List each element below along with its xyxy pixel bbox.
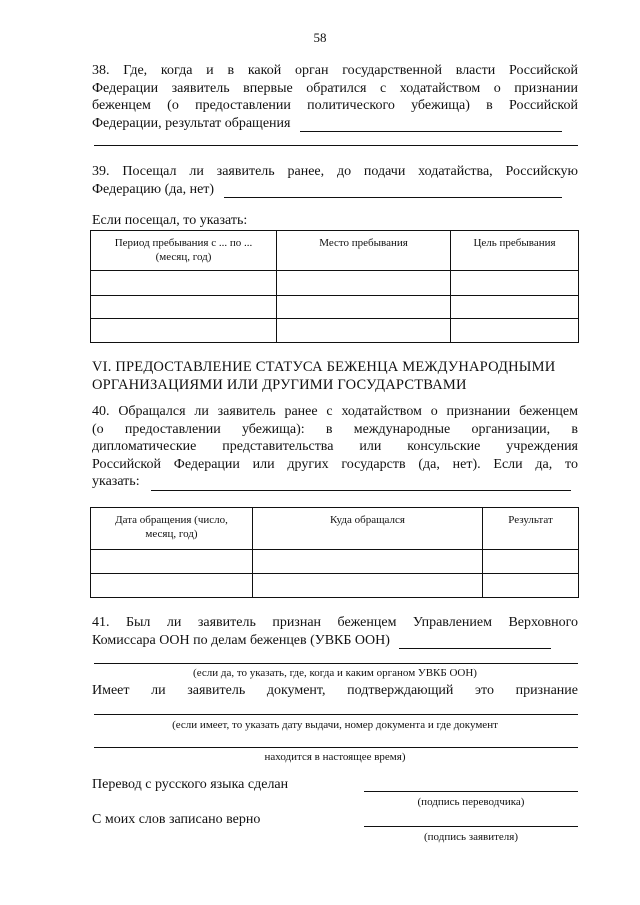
q38-line: 38. Где, когда и в какой орган государственной власти Российской [92, 63, 578, 78]
q38-last-text: Федерации, результат обращения [92, 115, 291, 131]
q41-line: 41. Был ли заявитель признан беженцем Управлением Верховного [92, 615, 578, 630]
table-cell[interactable] [91, 271, 277, 296]
q39-answer-field[interactable] [224, 183, 562, 198]
q38-line: беженцем (о предоставлении политического убежища) в Российской [92, 98, 578, 113]
table-cell[interactable] [91, 319, 277, 343]
q40-last-text: указать: [92, 474, 140, 489]
q40-answer-field[interactable] [151, 476, 571, 491]
table-cell[interactable] [277, 296, 451, 319]
table-cell[interactable] [91, 550, 253, 574]
q41-line-2 [92, 632, 578, 650]
application-date-header: Дата обращения (число, месяц, год) [91, 508, 253, 550]
q41-line-3: Имеет ли заявитель документ, подтверждающий это признание [92, 683, 578, 698]
page-number: 58 [313, 30, 327, 45]
question-39 [92, 163, 578, 198]
q39-line-2 [92, 181, 578, 199]
translation-label: Перевод с русского языка сделан [92, 777, 289, 792]
table-cell[interactable] [277, 319, 451, 343]
visit-place-header: Место пребывания [277, 231, 451, 271]
table-row [91, 271, 579, 296]
q41-note-3: находится в настоящее время) [264, 751, 406, 763]
question-40 [92, 403, 578, 491]
translator-signature-line[interactable] [364, 791, 578, 792]
q41-note-2: (если имеет, то указать дату выдачи, номер документа и где документ [172, 719, 498, 731]
table-cell[interactable] [451, 319, 579, 343]
q41-document-line[interactable] [94, 714, 578, 715]
question-41 [92, 614, 578, 649]
table-cell[interactable] [451, 296, 579, 319]
q38-line: Федерации заявитель впервые обратился с ходатайством о признании [92, 80, 578, 96]
q40-line: дипломатические представительства или консульские учреждения [92, 439, 578, 454]
q40-line: 40. Обращался ли заявитель ранее с ходатайством о признании беженцем [92, 404, 578, 419]
table-row [91, 574, 579, 598]
q38-answer-line-2[interactable] [94, 145, 578, 146]
application-where-header: Куда обращался [253, 508, 483, 550]
recorded-label: С моих слов записано верно [92, 812, 261, 827]
q41-answer-field[interactable] [399, 634, 551, 649]
section-6-title [92, 358, 582, 394]
q38-answer-field[interactable] [300, 117, 562, 132]
q41-note-1: (если да, то указать, где, когда и каким органом УВКБ ООН) [193, 667, 477, 679]
table-cell[interactable] [91, 296, 277, 319]
translator-caption: (подпись переводчика) [417, 796, 525, 808]
table-cell[interactable] [253, 550, 483, 574]
application-table [90, 507, 579, 598]
section-6-title-line: VI. ПРЕДОСТАВЛЕНИЕ СТАТУСА БЕЖЕНЦА МЕЖДУНАРОДНЫМИ [92, 359, 556, 375]
table-row [91, 550, 579, 574]
q39-line2-text: Федерацию (да, нет) [92, 181, 215, 197]
applicant-signature-line[interactable] [364, 826, 578, 827]
q38-last-line [92, 115, 578, 133]
table-cell[interactable] [451, 271, 579, 296]
table-row [91, 296, 579, 319]
q41-document-line-2[interactable] [94, 747, 578, 748]
table-cell[interactable] [483, 574, 579, 598]
table-cell[interactable] [483, 550, 579, 574]
visit-purpose-header: Цель пребывания [451, 231, 579, 271]
applicant-caption: (подпись заявителя) [423, 831, 519, 843]
q40-last-line [92, 473, 578, 491]
q40-line: Российской Федерации или других государств (да, нет). Если да, то [92, 456, 578, 472]
application-result-header: Результат [483, 508, 579, 550]
q40-line: (о предоставлении убежища): в международные организации, в [92, 421, 578, 437]
table-cell[interactable] [253, 574, 483, 598]
q41-line2-text: Комиссара ООН по делам беженцев (УВКБ ООН) [92, 632, 390, 648]
q39-line: 39. Посещал ли заявитель ранее, до подачи ходатайства, Российскую [92, 164, 578, 179]
q39-if-visited: Если посещал, то указать: [92, 213, 248, 228]
q41-answer-line-2[interactable] [94, 663, 578, 664]
section-6-title-line: ОРГАНИЗАЦИЯМИ ИЛИ ДРУГИМИ ГОСУДАРСТВАМИ [92, 377, 467, 393]
table-cell[interactable] [277, 271, 451, 296]
visit-table [90, 230, 579, 343]
table-row [91, 319, 579, 343]
table-cell[interactable] [91, 574, 253, 598]
question-38 [92, 62, 578, 132]
visit-period-header: Период пребывания с ... по ... (месяц, год) [91, 231, 277, 271]
